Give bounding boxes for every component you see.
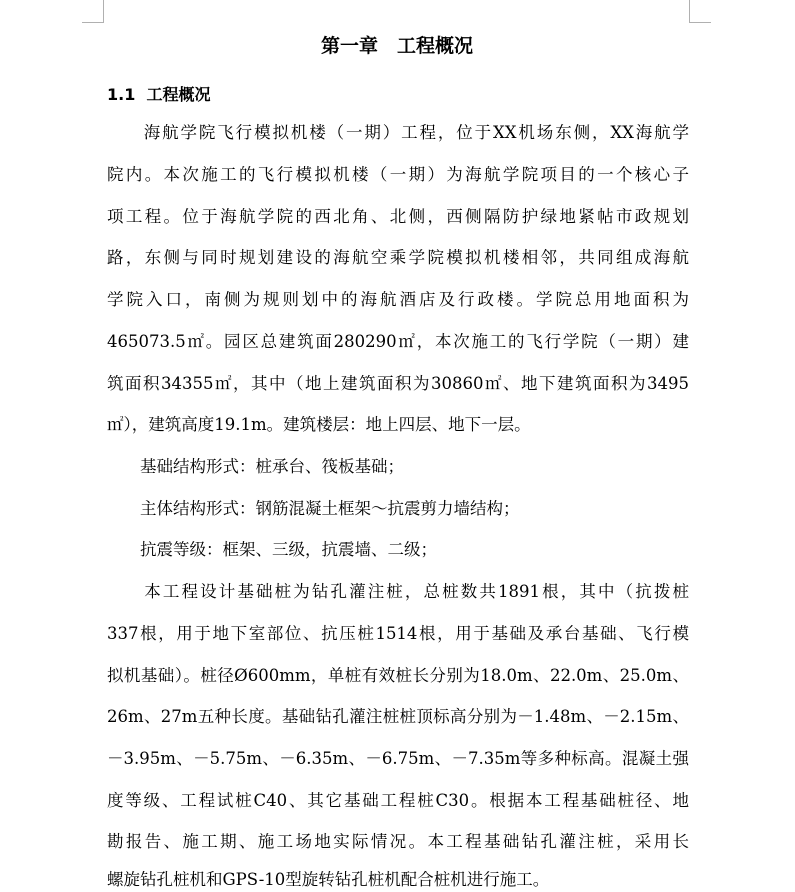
paragraph-line: 度等级、工程试桩C40、其它基础工程桩C30。根据本工程基础桩径、地 [107, 791, 689, 810]
paragraph-line: 勘报告、施工期、施工场地实际情况。本工程基础钻孔灌注桩，采用长 [107, 832, 689, 851]
paragraph-line: 337根，用于地下室部位、抗压桩1514根，用于基础及承台基础、飞行模 [107, 624, 689, 643]
paragraph-line: 项工程。位于海航学院的西北角、北侧，西侧隔防护绿地紧帖市政规划 [107, 207, 689, 226]
crop-mark [82, 22, 104, 23]
paragraph-line: 筑面积34355㎡，其中（地上建筑面积为30860㎡、地下建筑面积为3495 [107, 374, 689, 393]
paragraph-line: 螺旋钻孔桩机和GPS-10型旋转钻孔桩机配合桩机进行施工。 [107, 870, 550, 889]
section-heading: 1.1 工程概况 [107, 85, 211, 104]
paragraph-line: 26m、27m五种长度。基础钻孔灌注桩桩顶标高分别为－1.48m、－2.15m、 [107, 707, 689, 726]
paragraph-line: 学院入口，南侧为规则划中的海航酒店及行政楼。学院总用地面积为 [107, 290, 689, 309]
crop-mark [689, 0, 690, 22]
paragraph-line: 拟机基础）。桩径Ø600mm，单桩有效桩长分别为18.0m、22.0m、25.0m、 [107, 666, 689, 685]
paragraph-line: 基础结构形式：桩承台、筏板基础； [107, 457, 404, 476]
paragraph-line: 本工程设计基础桩为钻孔灌注桩，总桩数共1891根，其中（抗拨桩 [107, 582, 689, 601]
crop-mark [689, 22, 711, 23]
crop-mark [103, 0, 104, 22]
paragraph-line: 路，东侧与同时规划建设的海航空乘学院模拟机楼相邻，共同组成海航 [107, 248, 689, 267]
paragraph-line: 海航学院飞行模拟机楼（一期）工程，位于XX机场东侧，XX海航学 [107, 123, 689, 142]
paragraph-line: 抗震等级：框架、三级，抗震墙、二级； [107, 540, 437, 559]
paragraph-line: ㎡），建筑高度19.1m。建筑楼层：地上四层、地下一层。 [107, 415, 531, 434]
paragraph-line: 465073.5㎡。园区总建筑面280290㎡，本次施工的飞行学院（一期）建 [107, 332, 689, 351]
chapter-title: 第一章 工程概况 [320, 35, 473, 57]
paragraph-line: 院内。本次施工的飞行模拟机楼（一期）为海航学院项目的一个核心子 [107, 165, 689, 184]
paragraph-line: 主体结构形式：钢筋混凝土框架～抗震剪力墙结构； [107, 499, 520, 518]
paragraph-line: －3.95m、－5.75m、－6.35m、－6.75m、－7.35m等多种标高。混凝土强 [107, 749, 689, 768]
